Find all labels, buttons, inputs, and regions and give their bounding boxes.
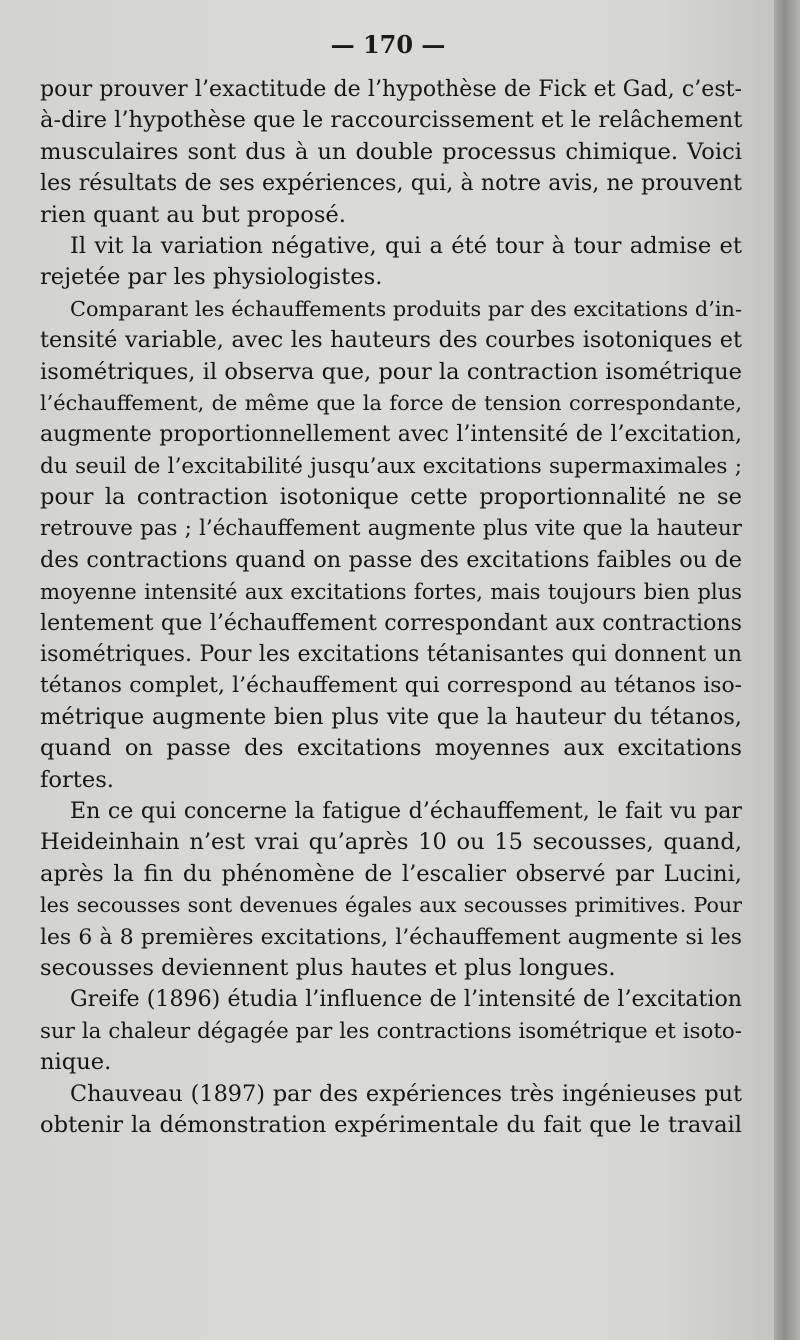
text-line: lentement que l’échauffement correspondant aux contractions [40, 609, 742, 636]
paragraph-2 [40, 231, 742, 294]
text-line: les résultats de ses expériences, qui, à notre avis, ne prouvent [40, 170, 742, 197]
text-line: à-dire l’hypothèse que le raccourcissement et le relâchement [40, 107, 743, 134]
body-text [40, 74, 742, 1141]
text-line: métrique augmente bien plus vite que la hauteur du tétanos, [40, 703, 742, 730]
text-line: nique. [40, 1049, 112, 1076]
text-line: pour la contraction isotonique cette proportionnalité ne se [40, 484, 742, 511]
text-line: après la fin du phénomène de l’escalier observé par Lucini, [40, 860, 742, 887]
text-line: les 6 à 8 premières excitations, l’échauffement augmente si les [40, 924, 742, 950]
text-line: l’échauffement, de même que la force de tension correspondante, [40, 390, 742, 415]
paragraph-1 [40, 74, 742, 231]
paragraph-3 [40, 294, 742, 796]
text-line: rien quant au but proposé. [40, 201, 346, 228]
text-line: pour prouver l’exactitude de l’hypothèse de Fick et Gad, c’est- [40, 76, 742, 102]
text-line: Heideinhain n’est vrai qu’après 10 ou 15 secousses, quand, [40, 829, 742, 856]
paragraph-4 [40, 796, 742, 984]
text-line: fortes. [40, 766, 114, 793]
page-number: — 170 — [330, 30, 446, 59]
text-line: du seuil de l’excitabilité jusqu’aux excitations supermaximales ; [40, 453, 742, 479]
text-line: musculaires sont dus à un double processus chimique. Voici [40, 138, 742, 165]
text-line: tensité variable, avec les hauteurs des courbes isotoniques et [40, 327, 742, 354]
text-line: Il vit la variation négative, qui a été tour à tour admise et [70, 232, 742, 259]
book-gutter [774, 0, 800, 1340]
text-line: les secousses sont devenues égales aux secousses primitives. Pour [40, 893, 742, 918]
text-line: Comparant les échauffements produits par des excitations d’in- [70, 296, 742, 321]
text-line: quand on passe des excitations moyennes aux excitations [40, 735, 742, 762]
text-line: En ce qui concerne la fatigue d’échauffement, le fait vu par [70, 797, 742, 824]
text-line: moyenne intensité aux excitations fortes, mais toujours bien plus [40, 579, 742, 605]
text-line: des contractions quand on passe des excitations faibles ou de [40, 546, 742, 573]
text-line: Chauveau (1897) par des expériences très ingénieuses put [70, 1080, 742, 1107]
text-line: obtenir la démonstration expérimentale du fait que le travail [40, 1111, 742, 1138]
paragraph-6 [40, 1079, 742, 1142]
text-line: sur la chaleur dégagée par les contractions isométrique et isoto- [40, 1018, 742, 1044]
text-line: isométriques. Pour les excitations tétanisantes qui donnent un [40, 641, 742, 668]
text-line: augmente proportionnellement avec l’intensité de l’excitation, [40, 421, 742, 448]
text-line: tétanos complet, l’échauffement qui correspond au tétanos iso- [40, 673, 742, 699]
text-line: rejetée par les physiologistes. [40, 264, 383, 291]
text-line: secousses deviennent plus hautes et plus longues. [40, 954, 616, 981]
text-line: isométriques, il observa que, pour la contraction isométrique [40, 358, 742, 385]
text-line: retrouve pas ; l’échauffement augmente plus vite que la hauteur [40, 516, 742, 542]
text-line: Greife (1896) étudia l’influence de l’intensité de l’excitation [70, 986, 742, 1013]
paragraph-5 [40, 984, 742, 1078]
